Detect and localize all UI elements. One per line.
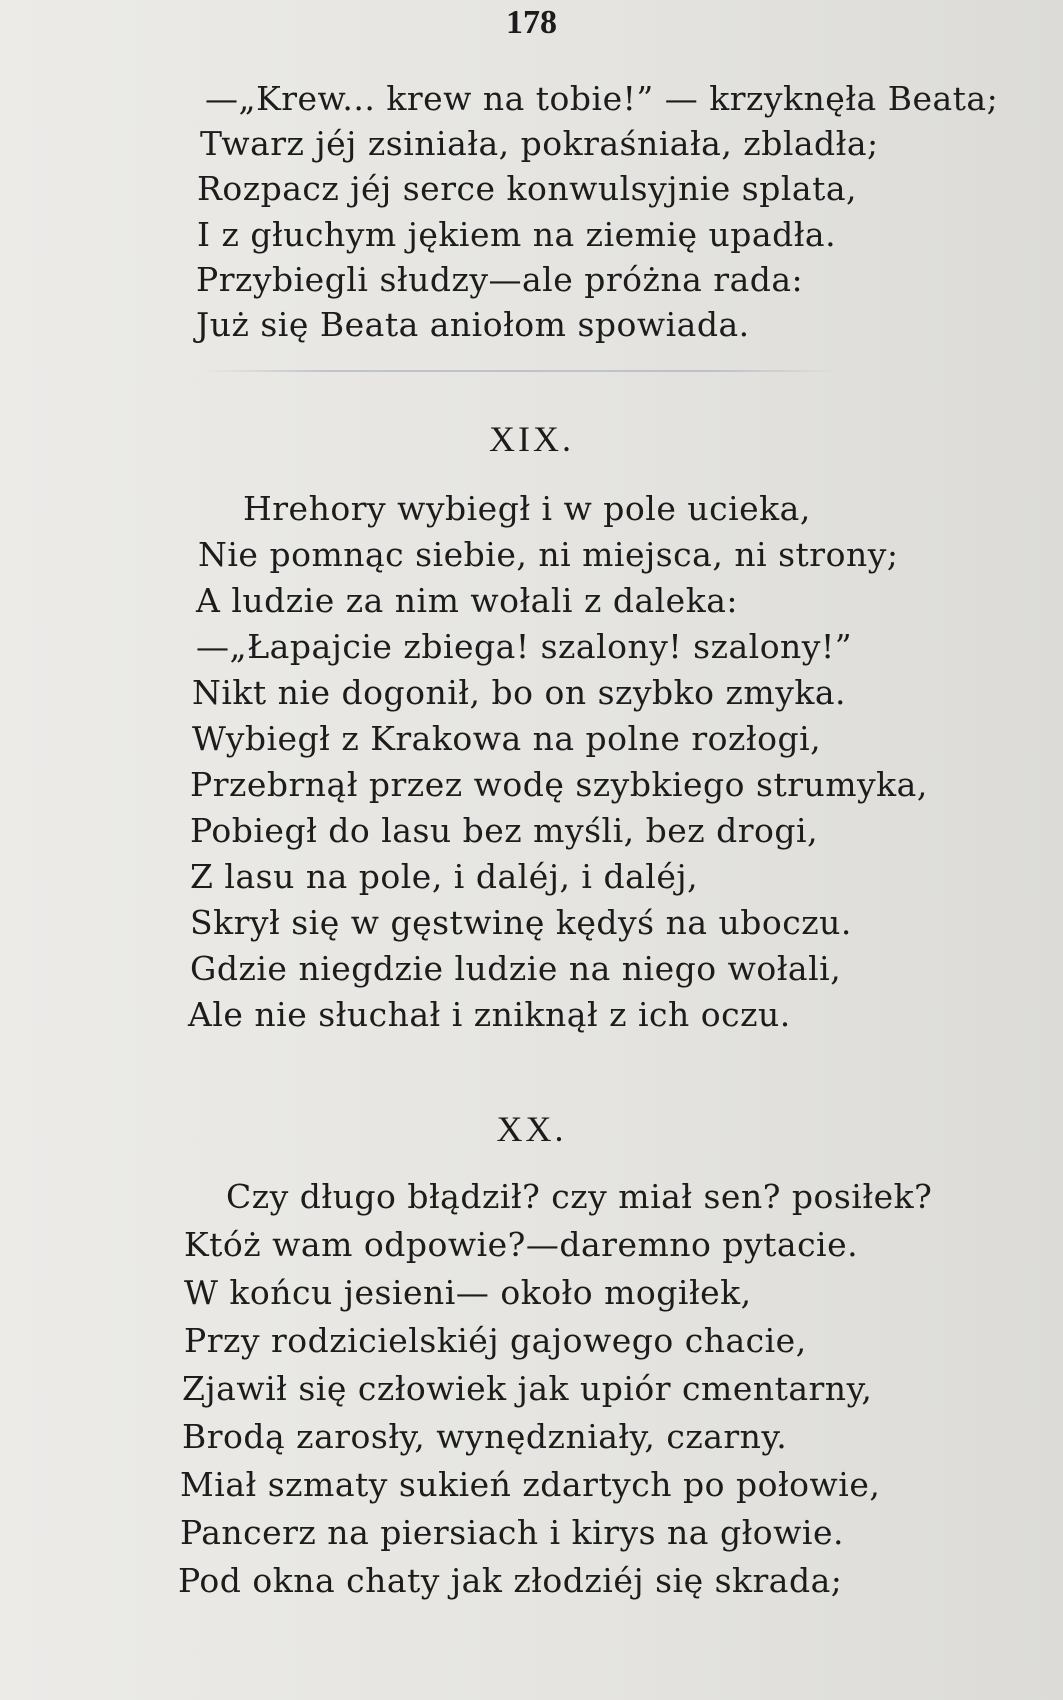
verse-line: I z głuchym jękiem na ziemię upadła. <box>197 215 837 254</box>
verse-line: Rozpacz jéj serce konwulsyjnie splata, <box>197 169 858 208</box>
section-divider <box>200 370 840 372</box>
verse-line: Ale nie słuchał i zniknął z ich oczu. <box>188 995 791 1034</box>
verse-line: Wybiegł z Krakowa na polne rozłogi, <box>192 719 822 758</box>
verse-line: Przy rodzicielskiéj gajowego chacie, <box>184 1321 807 1360</box>
verse-line: A ludzie za nim wołali z daleka: <box>196 581 738 620</box>
verse-line: Nikt nie dogonił, bo on szybko zmyka. <box>192 673 846 712</box>
verse-line: Hrehory wybiegł i w pole ucieka, <box>243 489 811 528</box>
verse-line: Nie pomnąc siebie, ni miejsca, ni strony; <box>198 535 899 574</box>
verse-line: Pod okna chaty jak złodziéj się skrada; <box>178 1561 843 1600</box>
section-heading-xx: XX. <box>496 1109 567 1149</box>
verse-line: —„Krew... krew na tobie!” — krzyknęła Beata; <box>205 79 999 118</box>
verse-line: —„Łapajcie zbiega! szalony! szalony!” <box>196 627 853 666</box>
page-number: 178 <box>506 4 557 41</box>
verse-line: Pancerz na piersiach i kirys na głowie. <box>180 1513 844 1552</box>
verse-line: Już się Beata aniołom spowiada. <box>196 305 750 344</box>
verse-line: Zjawił się człowiek jak upiór cmentarny, <box>182 1369 873 1408</box>
verse-line: Skrył się w gęstwinę kędyś na uboczu. <box>190 903 852 942</box>
verse-line: Gdzie niegdzie ludzie na niego wołali, <box>190 949 842 988</box>
verse-line: Pobiegł do lasu bez myśli, bez drogi, <box>190 811 819 850</box>
verse-line: Czy długo błądził? czy miał sen? posiłek? <box>226 1177 933 1216</box>
verse-line: Przebrnął przez wodę szybkiego strumyka, <box>190 765 928 804</box>
verse-line: Przybiegli słudzy—ale próżna rada: <box>196 260 804 299</box>
verse-line: W końcu jesieni— około mogiłek, <box>184 1273 752 1312</box>
verse-line: Brodą zarosły, wynędzniały, czarny. <box>182 1417 788 1456</box>
verse-line: Miał szmaty sukień zdartych po połowie, <box>180 1465 881 1504</box>
verse-line: Któż wam odpowie?—daremno pytacie. <box>184 1225 859 1264</box>
section-heading-xix: XIX. <box>489 419 574 459</box>
verse-line: Twarz jéj zsiniała, pokraśniała, zbladła; <box>200 124 879 163</box>
verse-line: Z lasu na pole, i daléj, i daléj, <box>190 857 699 896</box>
